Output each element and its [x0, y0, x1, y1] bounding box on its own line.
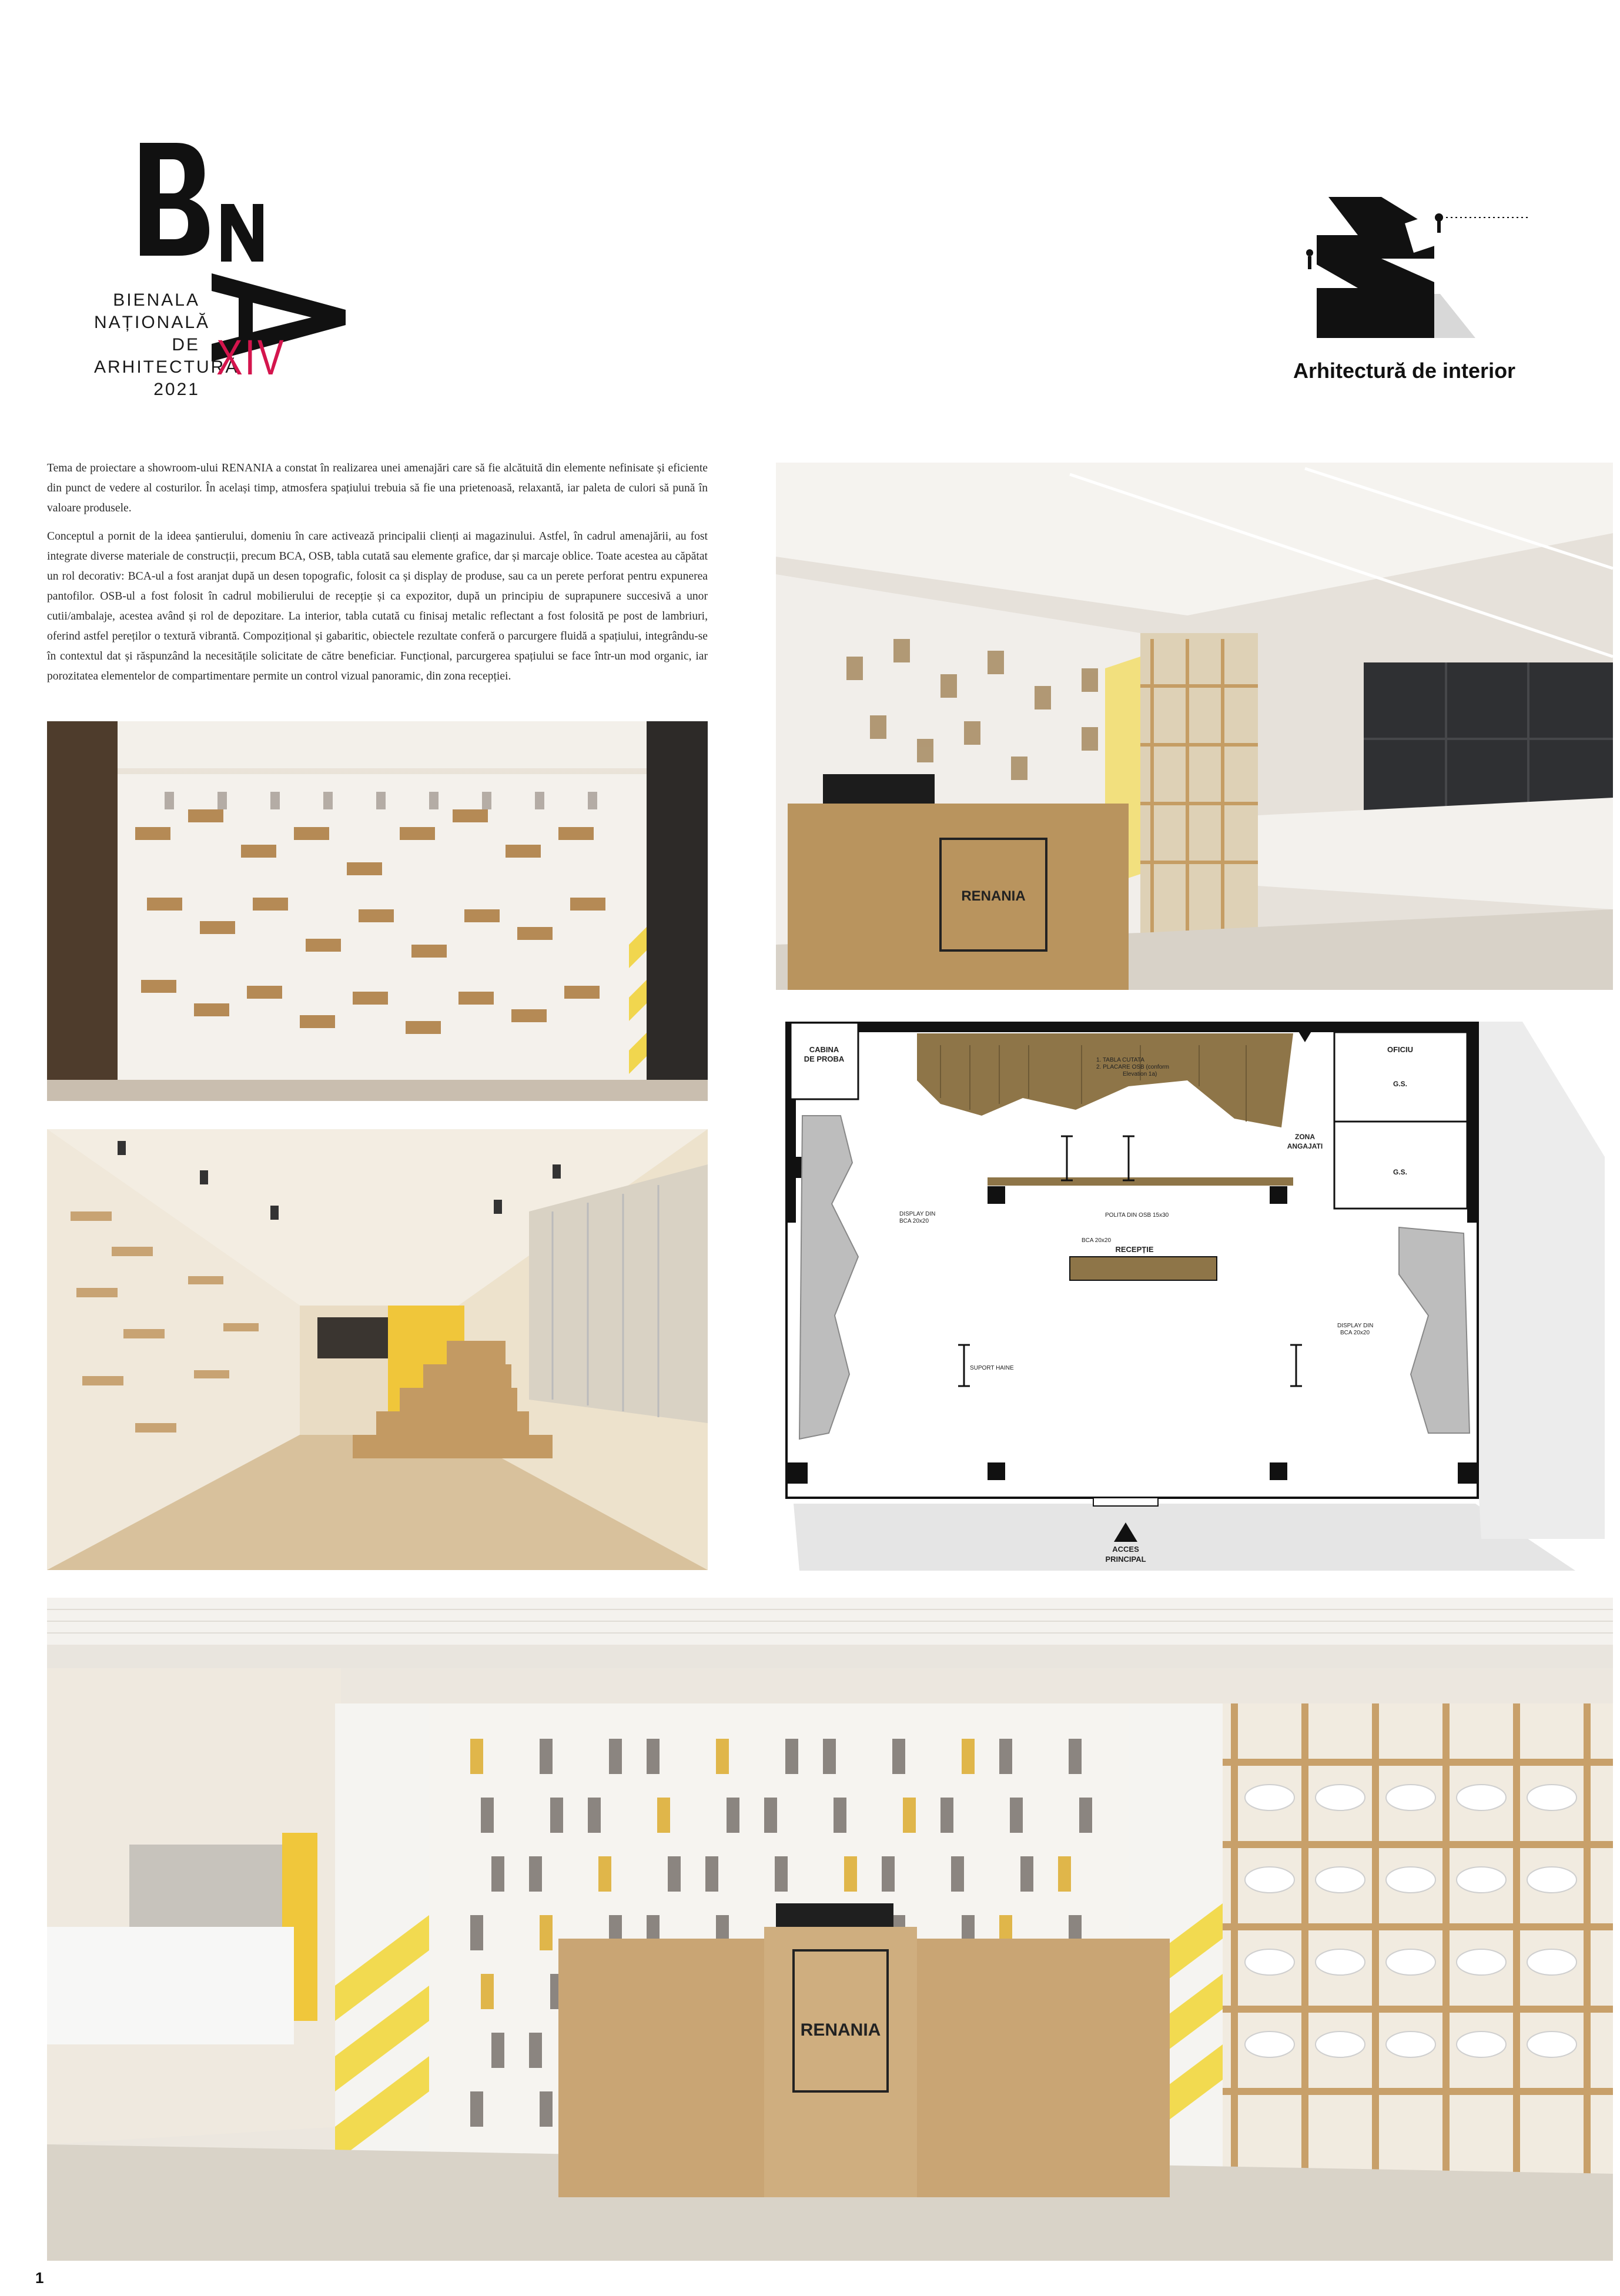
- plan-label-fitting-room: DE PROBA: [804, 1055, 845, 1063]
- plan-label-main-access: PRINCIPAL: [1105, 1555, 1146, 1564]
- plan-note: 2. PLACARE OSB (conform: [1096, 1064, 1169, 1070]
- plan-note: Elevation 1a): [1123, 1071, 1157, 1077]
- interior-architecture-logo: [1293, 194, 1528, 347]
- edition-number: XIV: [216, 330, 286, 385]
- plan-label-coat-rack: SUPORT HAINE: [970, 1365, 1014, 1371]
- plan-label-display: BCA 20x20: [899, 1218, 929, 1224]
- section-title: Arhitectură de interior: [1293, 359, 1516, 383]
- plan-label-staff-zone: ZONA: [1295, 1133, 1315, 1141]
- plan-note: 1. TABLA CUTATA: [1096, 1057, 1144, 1063]
- caption-line: ARHITECTURĂ: [94, 357, 239, 377]
- caption-line: NAȚIONALĂ: [94, 313, 210, 332]
- biennale-caption: [94, 289, 239, 401]
- caption-line: 2021: [153, 380, 200, 399]
- plan-label-office: OFICIU: [1387, 1045, 1414, 1054]
- caption-line: BIENALA: [113, 290, 200, 310]
- plan-label-display: BCA 20x20: [1340, 1330, 1370, 1336]
- photo-perforated-bca-wall: [47, 721, 708, 1101]
- plan-label-staff-zone: ANGAJATI: [1287, 1142, 1323, 1150]
- plan-label-shelf: POLITA DIN OSB 15x30: [1105, 1212, 1169, 1219]
- caption-line: DE: [172, 335, 200, 354]
- plan-label-wc: G.S.: [1393, 1168, 1408, 1176]
- plan-label-fitting-room: CABINA: [809, 1045, 839, 1054]
- photo-reception-front: [47, 1598, 1613, 2261]
- plan-label-display: DISPLAY DIN: [899, 1211, 936, 1217]
- page-number: 1: [35, 2269, 44, 2287]
- plan-label-reception: RECEPȚIE: [1115, 1245, 1154, 1254]
- reception-brand-label: RENANIA: [961, 888, 1026, 904]
- description-paragraph: Conceptul a pornit de la ideea șantierului, domeniu în care activează principalii clienți ai magazinului. Astfel, în cadrul amenajării, au fost integrate diverse materiale de construcții, precum BCA, OSB, tabla cutată sau elemente grafice, dar și marcaje oblice. Toate acestea au căpătat un rol decorativ: BCA-ul a fost aranjat după un desen topografic, folosit ca și display de produse, sau ca un perete perforat pentru expunerea pantofilor. OSB-ul a fost folosit în cadrul mobilierului de recepție și ca expozitor, după un principiu de suprapunere succesivă a unor cutii/ambalaje, acestea având și rol de depozitare. La interior, tabla cutată cu finisaj metalic reflectant a fost folosită pe post de lambriuri, oferind astfel pereților o textură vibrantă. Compozițional și gabaritic, obiectele rezultate conferă o parcurgere fluidă a spațiului, integrându-se în contextul dat și răspunzând la necesitățile solicitate de către beneficiar. Funcțional, parcurgerea spațiului se face într-un mod organic, iar porozitatea elementelor de compartimentare permite un control vizual panoramic, din zona recepției.: [47, 530, 708, 682]
- plan-label-bca: BCA 20x20: [1082, 1237, 1112, 1244]
- description-paragraph: Tema de proiectare a showroom-ului RENANIA a constat în realizarea unei amenajări care să fie alcătuită din elemente nefinisate și eficiente din punct de vedere al costurilor. În același timp, atmosfera spațiului trebuia să fie una prietenoasă, relaxantă, iar paleta de culori să pună în valoare produsele.: [47, 462, 708, 514]
- plan-label-display: DISPLAY DIN: [1337, 1323, 1374, 1329]
- project-description: [47, 458, 708, 695]
- plan-label-wc: G.S.: [1393, 1080, 1408, 1088]
- photo-reception-angle: [776, 463, 1613, 990]
- floor-plan: [776, 1010, 1613, 1571]
- plan-label-main-access: ACCES: [1112, 1545, 1139, 1554]
- reception-brand-label: RENANIA: [800, 2020, 881, 2040]
- photo-osb-steps-corridor: [47, 1129, 708, 1570]
